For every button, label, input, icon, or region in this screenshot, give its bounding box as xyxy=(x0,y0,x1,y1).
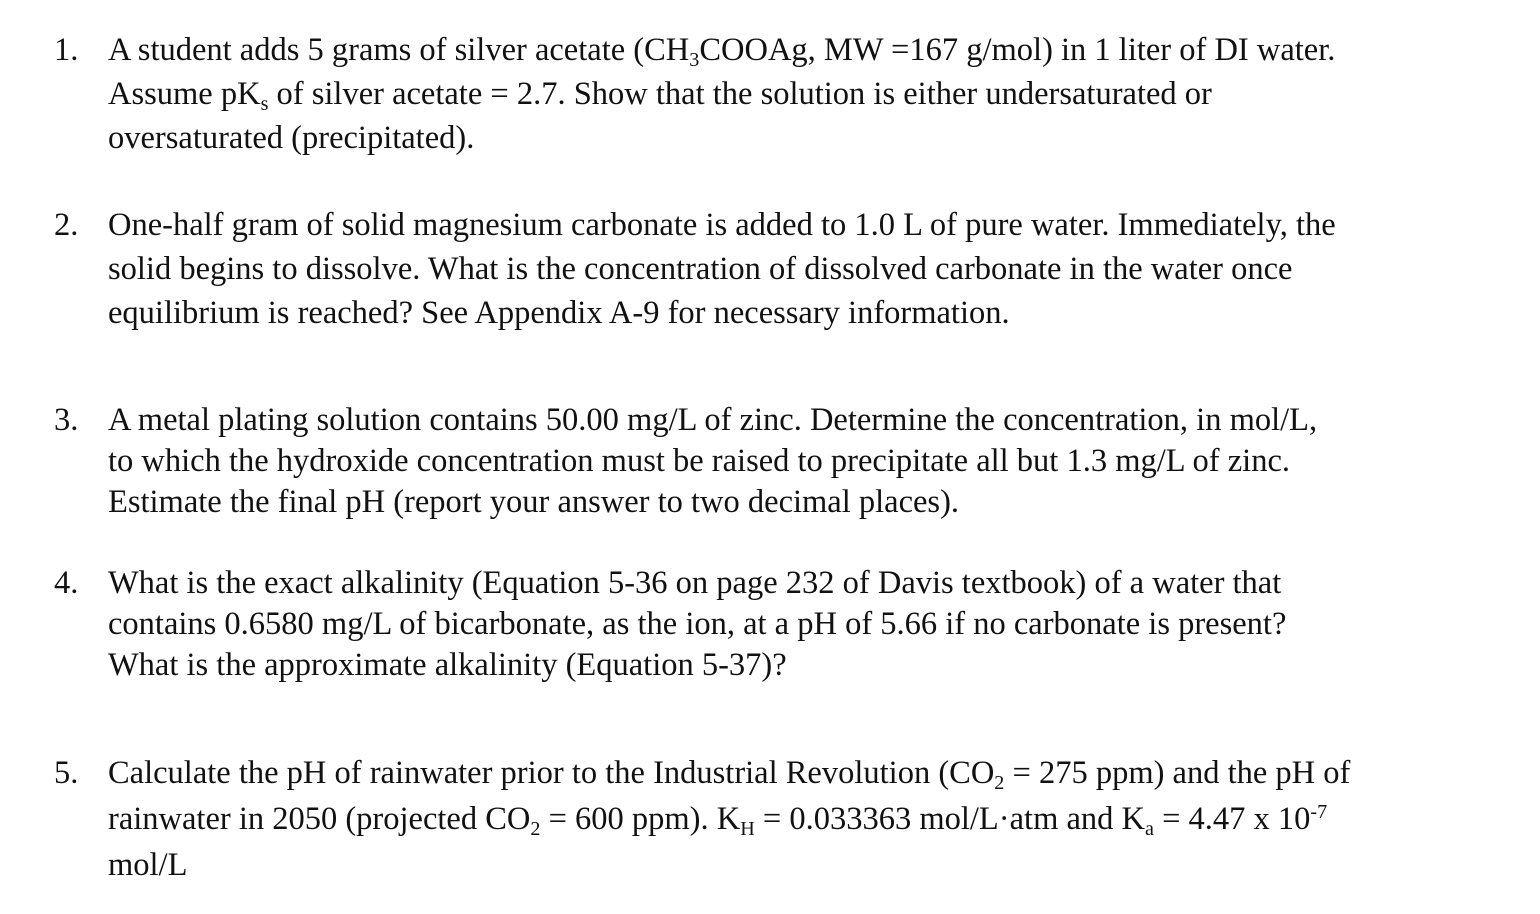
problem-line: oversaturated (precipitated). xyxy=(108,120,475,156)
problem-line: Calculate the pH of rainwater prior to the Industrial Revolution ($CO_2 = 275$ ppm) and the pH of xyxy=(108,755,1351,794)
problem-line: solid begins to dissolve. What is the concentration of dissolved carbonate in the water once xyxy=(108,251,1293,287)
problem-line: mol/L xyxy=(108,847,188,883)
problem-line: What is the exact alkalinity (Equation 5-36 on page 232 of Davis textbook) of a water that xyxy=(108,565,1282,601)
problem-line: A metal plating solution contains 50.00 mg/L of zinc. Determine the concentration, in mol/L, xyxy=(108,402,1318,438)
problem-line: to which the hydroxide concentration must be raised to precipitate all but 1.3 mg/L of zinc. xyxy=(108,443,1290,479)
problem-line: Assume $pK_s$ of silver acetate = 2.7. Show that the solution is either undersaturated or xyxy=(108,76,1212,115)
problem-number: 3. xyxy=(54,402,79,438)
problem-number: 4. xyxy=(54,565,79,601)
problem-line: equilibrium is reached? See Appendix A-9 for necessary information. xyxy=(108,295,1010,331)
problem-number: 5. xyxy=(54,755,79,791)
problem-number: 1. xyxy=(54,32,79,68)
problem-number: 2. xyxy=(54,207,79,243)
problem-line: One-half gram of solid magnesium carbonate is added to 1.0 L of pure water. Immediately, the xyxy=(108,207,1336,243)
problem-line: contains 0.6580 mg/L of bicarbonate, as the ion, at a pH of 5.66 if no carbonate is present? xyxy=(108,606,1287,642)
problem-line: A student adds 5 grams of silver acetate ($CH_3COOAg$, MW =167 g/mol) in 1 liter of DI water. xyxy=(108,32,1336,71)
problem-line: rainwater in 2050 (projected $CO_2 = 600$ ppm). $K_H = 0.033363$ mol/L·atm and $K_a = 4.47$ x $10^{-7}$ xyxy=(108,800,1328,840)
problem-line: What is the approximate alkalinity (Equation 5-37)? xyxy=(108,647,787,683)
problem-line: Estimate the final pH (report your answer to two decimal places). xyxy=(108,484,960,520)
